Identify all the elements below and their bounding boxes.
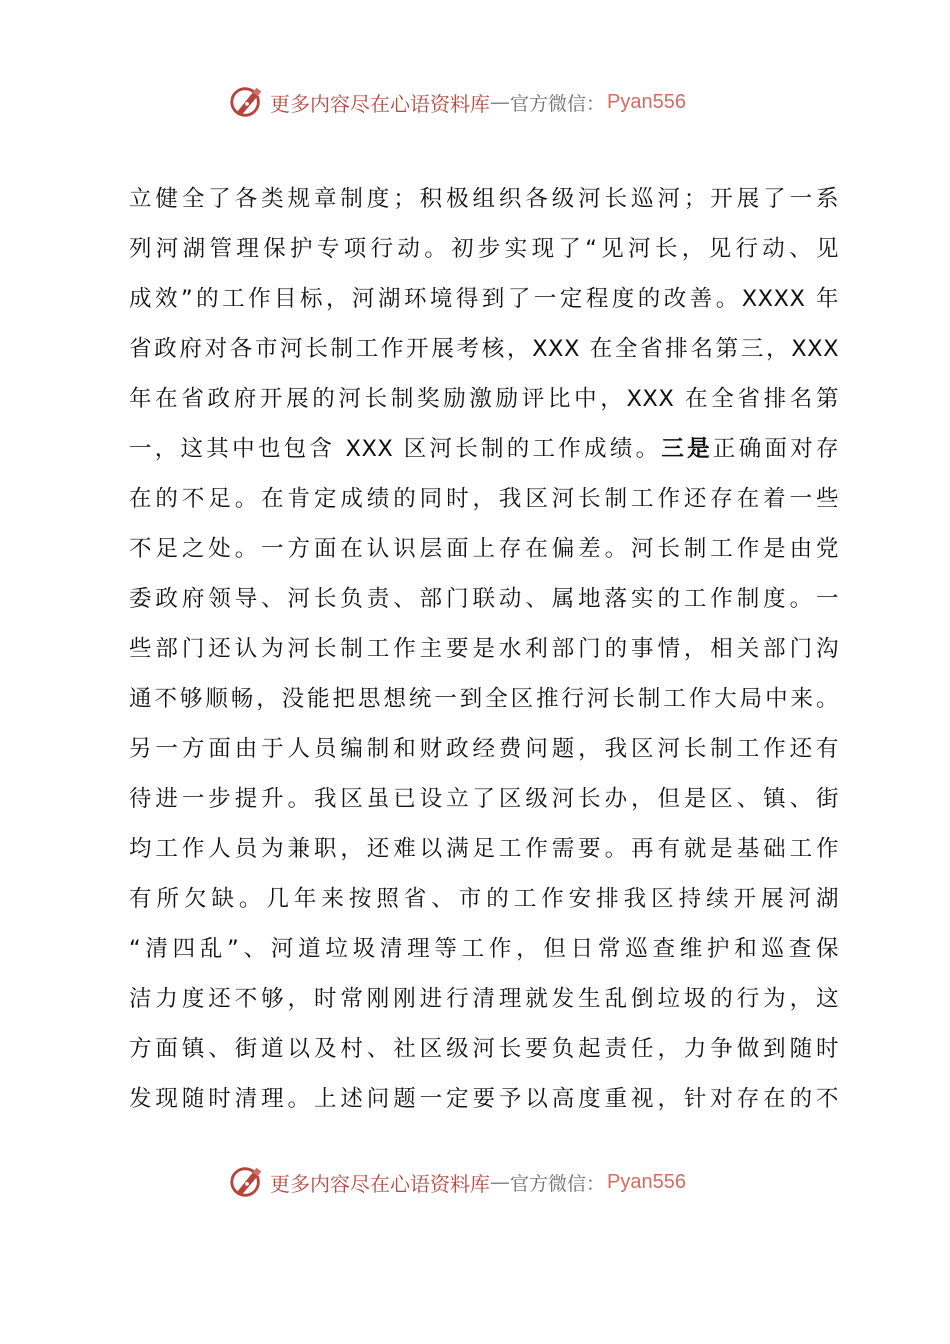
text-line: 待进一步提升。我区虽已设立了区级河长办，但是区、镇、街 (129, 786, 839, 812)
text-line: “清四乱”、河道垃圾清理等工作，但日常巡查维护和巡查保 (129, 936, 839, 962)
bold-keyword: 三是 (661, 436, 713, 462)
footer-wechat-id: Pyan556 (607, 1170, 686, 1193)
header-wechat-id: Pyan556 (607, 90, 686, 113)
footer-brand-text: 更多内容尽在心语资料库 (270, 1171, 490, 1196)
text-segment: 正确面对存 (712, 436, 839, 462)
text-line: 省政府对各市河长制工作开展考核，XXX 在全省排名第三，XXX (129, 336, 839, 362)
document-body (129, 174, 839, 1124)
footer-wechat-label: 官方微信： (510, 1172, 606, 1195)
text-line: 在的不足。在肯定成绩的同时，我区河长制工作还存在着一些 (129, 486, 839, 512)
text-line: 年在省政府开展的河长制奖励激励评比中，XXX 在全省排名第 (129, 386, 839, 412)
text-line: 委政府领导、河长负责、部门联动、属地落实的工作制度。一 (129, 586, 839, 612)
text-segment: 一，这其中也包含 XXX 区河长制的工作成绩。 (129, 436, 662, 462)
text-line: 发现随时清理。上述问题一定要予以高度重视，针对存在的不 (129, 1086, 839, 1112)
text-line: 不足之处。一方面在认识层面上存在偏差。河长制工作是由党 (129, 536, 839, 562)
header-brand-text: 更多内容尽在心语资料库 (270, 91, 490, 116)
text-line (129, 424, 839, 474)
text-line: 成效”的工作目标，河湖环境得到了一定程度的改善。XXXX 年 (129, 286, 839, 312)
footer-separator: — (490, 1170, 510, 1194)
text-line: 立健全了各类规章制度；积极组织各级河长巡河；开展了一系 (129, 186, 839, 212)
text-line: 均工作人员为兼职，还难以满足工作需要。再有就是基础工作 (129, 836, 839, 862)
text-line: 有所欠缺。几年来按照省、市的工作安排我区持续开展河湖 (129, 886, 839, 912)
header-separator: — (490, 90, 510, 114)
text-line: 通不够顺畅，没能把思想统一到全区推行河长制工作大局中来。 (129, 686, 839, 712)
text-line: 些部门还认为河长制工作主要是水利部门的事情，相关部门沟 (129, 636, 839, 662)
footer-banner (228, 1160, 686, 1204)
text-line: 洁力度还不够，时常刚刚进行清理就发生乱倒垃圾的行为，这 (129, 986, 839, 1012)
pen-logo-icon (228, 1163, 266, 1201)
header-banner (228, 80, 686, 124)
pen-logo-icon (228, 83, 266, 121)
text-line: 另一方面由于人员编制和财政经费问题，我区河长制工作还有 (129, 736, 839, 762)
header-wechat-label: 官方微信： (510, 92, 606, 115)
text-line: 列河湖管理保护专项行动。初步实现了“见河长，见行动、见 (129, 236, 839, 262)
text-line: 方面镇、街道以及村、社区级河长要负起责任，力争做到随时 (129, 1036, 839, 1062)
